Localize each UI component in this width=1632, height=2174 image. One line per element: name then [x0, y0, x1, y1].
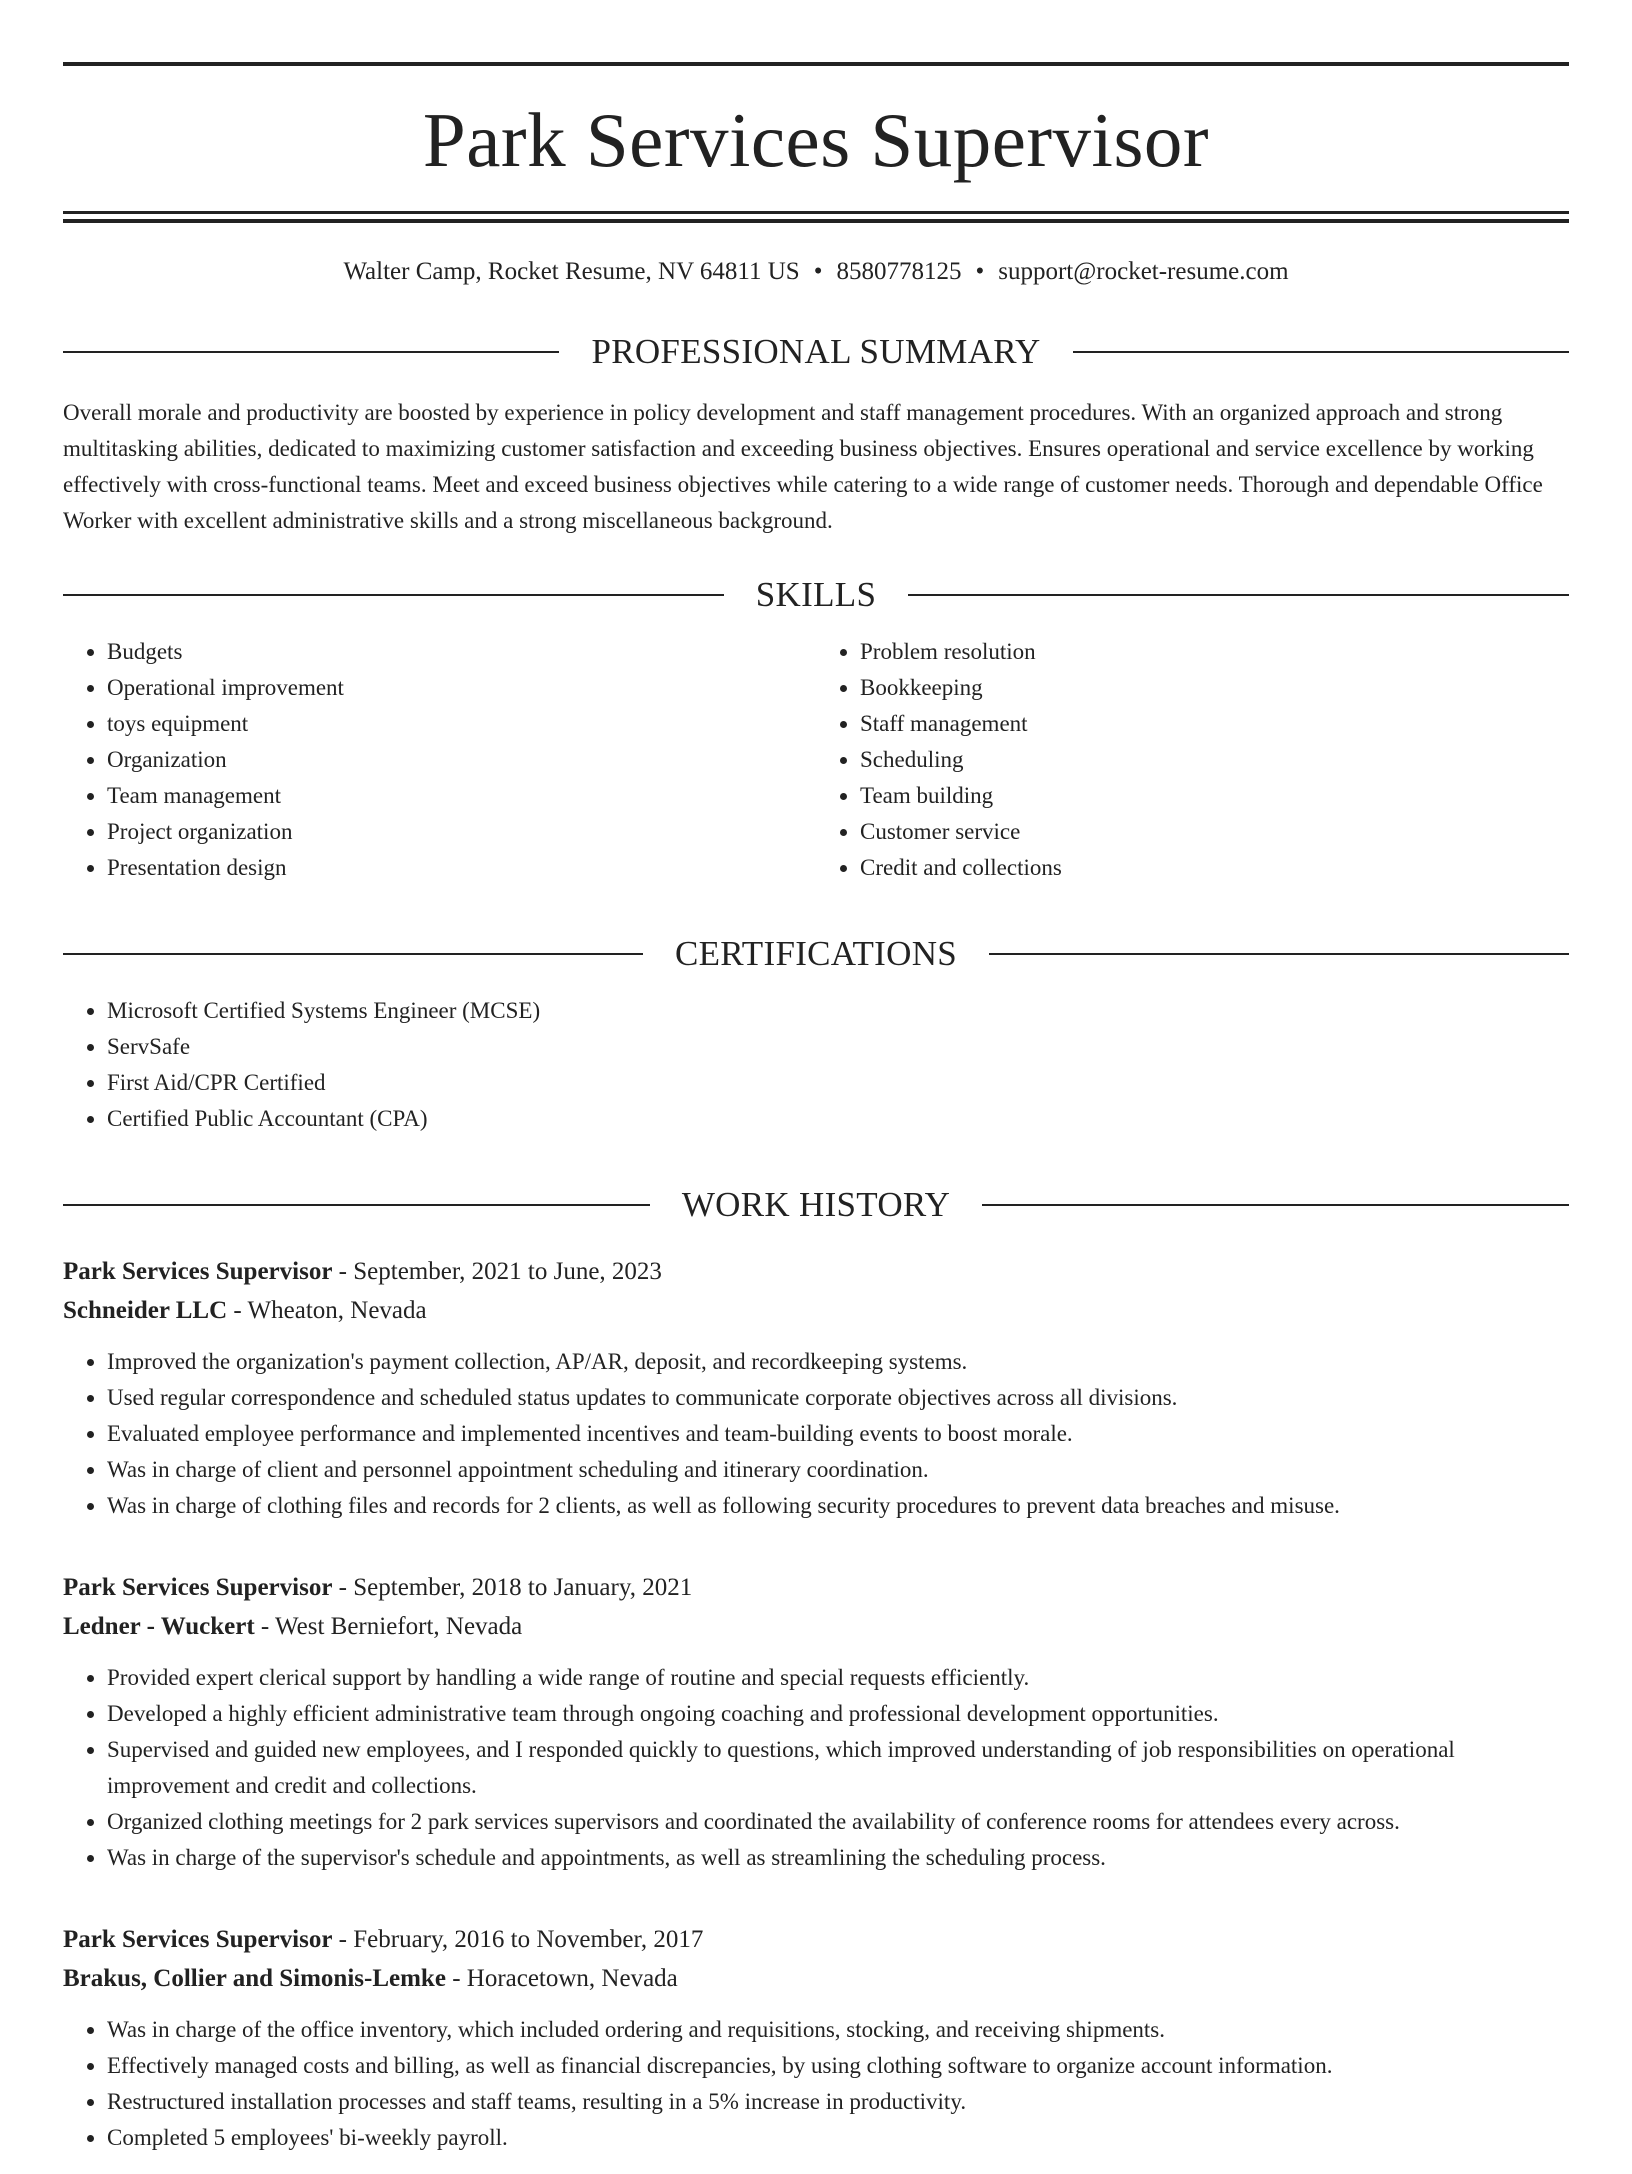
skill-item: • Operational improvement: [107, 670, 816, 706]
skill-item: • Bookkeeping: [860, 670, 1569, 706]
certification-item: • First Aid/CPR Certified: [107, 1065, 1569, 1101]
job-company: Brakus, Collier and Simonis-Lemke: [63, 1965, 446, 1992]
job-title: Park Services Supervisor: [63, 1926, 333, 1953]
section-title: WORK HISTORY: [681, 1185, 951, 1224]
contact-email: support@rocket-resume.com: [998, 258, 1289, 285]
section-header-certifications: [63, 936, 1569, 971]
job-entry: [63, 1568, 1569, 1876]
divider-line: [908, 594, 1569, 596]
job-dates: - September, 2021 to June, 2023: [332, 1258, 662, 1285]
skill-item: • Scheduling: [860, 742, 1569, 778]
job-company-line: [63, 1959, 1569, 1998]
skill-item: • Project organization: [107, 814, 816, 850]
resume-name: Park Services Supervisor: [422, 97, 1210, 183]
section-header-summary: [63, 334, 1569, 369]
certifications-list: [63, 993, 1569, 1137]
skill-item: • toys equipment: [107, 706, 816, 742]
skill-item: • Team building: [860, 778, 1569, 814]
job-bullet: • Developed a highly efficient administrative team through ongoing coaching and professional development opportunities.: [107, 1696, 1569, 1732]
job-title-line: [63, 1920, 1569, 1959]
job-bullet: • Completed 5 employees' bi-weekly payroll.: [107, 2120, 1569, 2156]
job-title-line: [63, 1568, 1569, 1607]
job-company: Ledner - Wuckert: [63, 1613, 255, 1640]
divider-line: [982, 1204, 1569, 1206]
job-bullet: • Restructured installation processes and staff teams, resulting in a 5% increase in productivity.: [107, 2084, 1569, 2120]
job-bullet: • Used regular correspondence and scheduled status updates to communicate corporate objectives across all divisions.: [107, 1380, 1569, 1416]
section-title: PROFESSIONAL SUMMARY: [591, 332, 1041, 371]
skill-item: • Problem resolution: [860, 634, 1569, 670]
job-bullet: • Was in charge of client and personnel appointment scheduling and itinerary coordination.: [107, 1452, 1569, 1488]
skill-item: • Budgets: [107, 634, 816, 670]
divider-line: [1073, 351, 1569, 353]
divider-line: [63, 1204, 650, 1206]
skill-item: • Presentation design: [107, 850, 816, 886]
section-title: SKILLS: [755, 575, 877, 614]
job-company: Schneider LLC: [63, 1297, 228, 1324]
job-bullet: • Was in charge of the supervisor's schedule and appointments, as well as streamlining the scheduling process.: [107, 1840, 1569, 1876]
divider-line: [63, 351, 559, 353]
certification-item: • ServSafe: [107, 1029, 1569, 1065]
header-double-rule: [63, 211, 1569, 223]
job-entry: [63, 1920, 1569, 2156]
job-title: Park Services Supervisor: [63, 1574, 333, 1601]
certification-item: • Certified Public Accountant (CPA): [107, 1101, 1569, 1137]
skills-list-right: [816, 634, 1569, 886]
section-header-skills: [63, 577, 1569, 612]
job-company-line: [63, 1291, 1569, 1330]
job-bullets: [63, 1660, 1569, 1876]
skill-item: • Organization: [107, 742, 816, 778]
summary-text: Overall morale and productivity are boosted by experience in policy development and staff management procedures. With an organized approach and strong multitasking abilities, dedicated to maximizing customer satisfaction and exceeding business objectives. Ensures operational and service excellence by working effectively with cross-functional teams. Meet and exceed business objectives while catering to a wide range of customer needs. Thorough and dependable Office Worker with excellent administrative skills and a strong miscellaneous background.: [63, 400, 1543, 533]
job-location: - Wheaton, Nevada: [227, 1297, 427, 1324]
divider-line: [63, 594, 724, 596]
header-top-rule: [63, 62, 1569, 66]
job-bullet: • Was in charge of clothing files and records for 2 clients, as well as following security procedures to prevent data breaches and misuse.: [107, 1488, 1569, 1524]
divider-line: [63, 953, 643, 955]
job-bullet: • Improved the organization's payment collection, AP/AR, deposit, and recordkeeping systems.: [107, 1344, 1569, 1380]
resume-page: [0, 62, 1632, 2174]
skill-item: • Team management: [107, 778, 816, 814]
job-bullet: • Effectively managed costs and billing, as well as financial discrepancies, by using clothing software to organize account information.: [107, 2048, 1569, 2084]
contact-separator: •: [813, 258, 823, 285]
job-bullet: • Supervised and guided new employees, and I responded quickly to questions, which improved understanding of job responsibilities on operational improvement and credit and collections.: [107, 1732, 1569, 1804]
job-dates: - February, 2016 to November, 2017: [332, 1926, 704, 1953]
skills-list-left: [63, 634, 816, 886]
contact-separator: •: [975, 258, 985, 285]
section-header-work-history: [63, 1187, 1569, 1222]
divider-line: [989, 953, 1569, 955]
skill-item: • Staff management: [860, 706, 1569, 742]
job-bullet: • Was in charge of the office inventory, which included ordering and requisitions, stocking, and receiving shipments.: [107, 2012, 1569, 2048]
skills-columns: [63, 634, 1569, 886]
job-bullet: • Provided expert clerical support by handling a wide range of routine and special requests efficiently.: [107, 1660, 1569, 1696]
job-location: - Horacetown, Nevada: [445, 1965, 678, 1992]
contact-line: [63, 259, 1569, 284]
section-title: CERTIFICATIONS: [674, 934, 958, 973]
contact-phone: 8580778125: [836, 258, 962, 285]
job-bullets: [63, 2012, 1569, 2156]
job-company-line: [63, 1607, 1569, 1646]
job-title-line: [63, 1252, 1569, 1291]
contact-address: Walter Camp, Rocket Resume, NV 64811 US: [343, 258, 800, 285]
certification-item: • Microsoft Certified Systems Engineer (MCSE): [107, 993, 1569, 1029]
skill-item: • Customer service: [860, 814, 1569, 850]
job-dates: - September, 2018 to January, 2021: [332, 1574, 693, 1601]
job-title: Park Services Supervisor: [63, 1258, 333, 1285]
skill-item: • Credit and collections: [860, 850, 1569, 886]
job-bullets: [63, 1344, 1569, 1524]
job-bullet: • Organized clothing meetings for 2 park services supervisors and coordinated the availability of conference rooms for attendees every across.: [107, 1804, 1569, 1840]
job-entry: [63, 1252, 1569, 1524]
job-bullet: • Evaluated employee performance and implemented incentives and team-building events to boost morale.: [107, 1416, 1569, 1452]
job-location: - West Berniefort, Nevada: [254, 1613, 523, 1640]
